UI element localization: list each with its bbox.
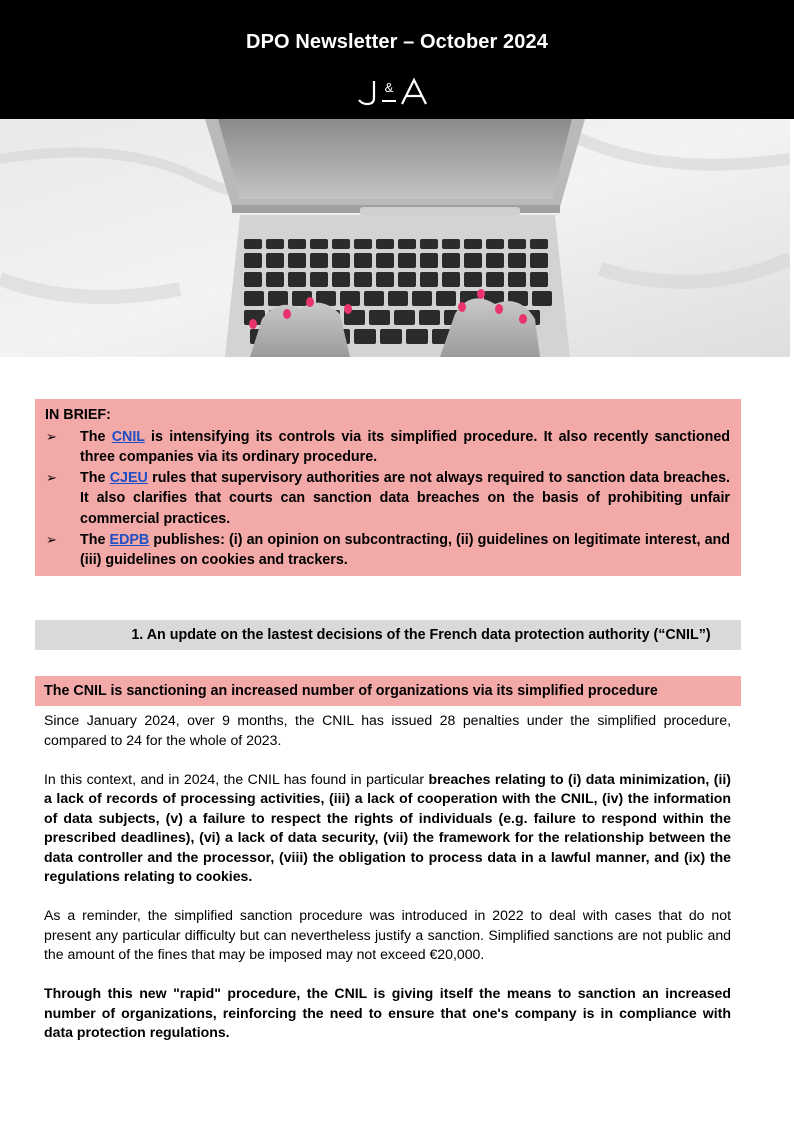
subsection-heading: The CNIL is sanctioning an increased number of organizations via its simplified procedure bbox=[35, 676, 741, 706]
keyboard-key bbox=[288, 272, 306, 287]
keyboard-key bbox=[420, 253, 438, 268]
laptop-typing-illustration bbox=[0, 119, 790, 357]
keyboard-key bbox=[354, 272, 372, 287]
keyboard-key bbox=[244, 272, 262, 287]
newsletter-header bbox=[0, 0, 794, 119]
arrow-bullet-icon: ➢ bbox=[46, 428, 57, 444]
item-prefix: The bbox=[80, 469, 110, 486]
paragraph-2-breaches: breaches relating to (i) data minimization, (ii) a lack of records of processing activities, (iii) a lack of cooperation with the CNIL, (iv) the information of data subjects, (v) a failure to respect the rights of individuals (e.g. failure to respond within the prescribed deadlines), (vi) a lack of data security, (vii) the framework for the relationship between the data controller and the processor, (viii) the obligation to process data in a lawful manner, and (ix) the regulations relating to cookies. bbox=[44, 770, 731, 884]
keyboard-key bbox=[486, 272, 504, 287]
keyboard-key bbox=[266, 239, 284, 249]
keyboard-key bbox=[486, 239, 504, 249]
keyboard-key bbox=[412, 291, 432, 306]
in-brief-item-cnil bbox=[45, 427, 730, 468]
hero-laptop-image bbox=[0, 119, 790, 357]
paragraph-2-lead: In this context, and in 2024, the CNIL has found in particular bbox=[44, 770, 429, 787]
in-brief-list bbox=[45, 427, 730, 571]
paragraph-1: Since January 2024, over 9 months, the CNIL has issued 28 penalties under the simplified procedure, compared to 24 for the whole of 2023. bbox=[44, 712, 731, 748]
keyboard-key bbox=[354, 329, 376, 344]
item-text: is intensifying its controls via its simplified procedure. It also recently sanctioned three companies via its ordinary procedure. bbox=[80, 428, 731, 466]
keyboard-key bbox=[310, 272, 328, 287]
item-prefix: The bbox=[80, 428, 112, 445]
keyboard-key bbox=[508, 239, 526, 249]
keyboard-key bbox=[406, 329, 428, 344]
keyboard-key bbox=[332, 253, 350, 268]
in-brief-item-cjeu bbox=[45, 468, 730, 530]
keyboard-key bbox=[442, 253, 460, 268]
keyboard-key bbox=[398, 253, 416, 268]
cjeu-link[interactable]: CJEU bbox=[109, 469, 148, 486]
keyboard-key bbox=[530, 272, 548, 287]
keyboard-key bbox=[340, 291, 360, 306]
keyboard-key bbox=[332, 239, 350, 249]
keyboard-key bbox=[436, 291, 456, 306]
keyboard-key bbox=[464, 239, 482, 249]
newsletter-title: DPO Newsletter – October 2024 bbox=[246, 31, 548, 53]
keyboard-key bbox=[244, 239, 262, 249]
keyboard-key bbox=[288, 253, 306, 268]
keyboard-key bbox=[532, 291, 552, 306]
keyboard-key bbox=[310, 239, 328, 249]
in-brief-title: IN BRIEF: bbox=[45, 407, 111, 423]
keyboard-key bbox=[376, 253, 394, 268]
arrow-bullet-icon: ➢ bbox=[46, 531, 57, 547]
paragraph-3: As a reminder, the simplified sanction procedure was introduced in 2022 to deal with cases that do not present any particular difficulty but can nevertheless justify a sanction. Simplified sanctions are not public and the amount of the fines that may be imposed may not exceed €20,000. bbox=[44, 907, 731, 962]
article-body bbox=[44, 711, 731, 1062]
arrow-bullet-icon: ➢ bbox=[46, 469, 57, 485]
ja-logo-mark bbox=[0, 72, 794, 112]
in-brief-box bbox=[35, 399, 741, 576]
keyboard-key bbox=[398, 272, 416, 287]
ja-logo bbox=[0, 72, 794, 112]
keyboard-key bbox=[244, 291, 264, 306]
keyboard-key bbox=[332, 272, 350, 287]
keyboard-key bbox=[369, 310, 390, 325]
paragraph-4-conclusion: Through this new "rapid" procedure, the CNIL is giving itself the means to sanction an increased number of organizations, reinforcing the need to ensure that one's company is in compliance with data protection regulations. bbox=[44, 985, 731, 1040]
section-1-heading: 1. An update on the lastest decisions of the French data protection authority (“CNIL”) bbox=[35, 620, 741, 650]
keyboard-key bbox=[530, 239, 548, 249]
keyboard-key bbox=[288, 239, 306, 249]
keyboard-key bbox=[394, 310, 415, 325]
keyboard-key bbox=[364, 291, 384, 306]
keyboard-key bbox=[486, 253, 504, 268]
keyboard-key bbox=[530, 253, 548, 268]
keyboard-key bbox=[398, 239, 416, 249]
keyboard-key bbox=[266, 253, 284, 268]
keyboard-key bbox=[508, 253, 526, 268]
cnil-link[interactable]: CNIL bbox=[111, 428, 145, 445]
keyboard-key bbox=[380, 329, 402, 344]
item-prefix: The bbox=[80, 531, 110, 548]
item-text: rules that supervisory authorities are not always required to sanction data breaches. It also clarifies that courts can sanction data breaches on the basis of prohibiting unfair commercial practices. bbox=[80, 469, 730, 527]
keyboard-key bbox=[508, 272, 526, 287]
keyboard-key bbox=[442, 239, 460, 249]
keyboard-key bbox=[354, 239, 372, 249]
keyboard-key bbox=[442, 272, 460, 287]
keyboard-key bbox=[244, 253, 262, 268]
in-brief-item-edpb bbox=[45, 530, 730, 571]
paragraph-4 bbox=[44, 984, 731, 1043]
keyboard-key bbox=[376, 239, 394, 249]
keyboard-key bbox=[464, 253, 482, 268]
keyboard-key bbox=[354, 253, 372, 268]
keyboard-key bbox=[310, 253, 328, 268]
keyboard-key bbox=[420, 239, 438, 249]
item-text: publishes: (i) an opinion on subcontracting, (ii) guidelines on legitimate interest, and (iii) guidelines on cookies and trackers. bbox=[80, 531, 730, 569]
keyboard-key bbox=[464, 272, 482, 287]
keyboard-key bbox=[268, 291, 288, 306]
keyboard-key bbox=[376, 272, 394, 287]
keyboard-key bbox=[388, 291, 408, 306]
keyboard-key bbox=[420, 272, 438, 287]
paragraph-2 bbox=[44, 770, 731, 887]
keyboard-key bbox=[266, 272, 284, 287]
edpb-link[interactable]: EDPB bbox=[109, 531, 150, 548]
keyboard-key bbox=[419, 310, 440, 325]
svg-text:&: & bbox=[384, 80, 394, 95]
